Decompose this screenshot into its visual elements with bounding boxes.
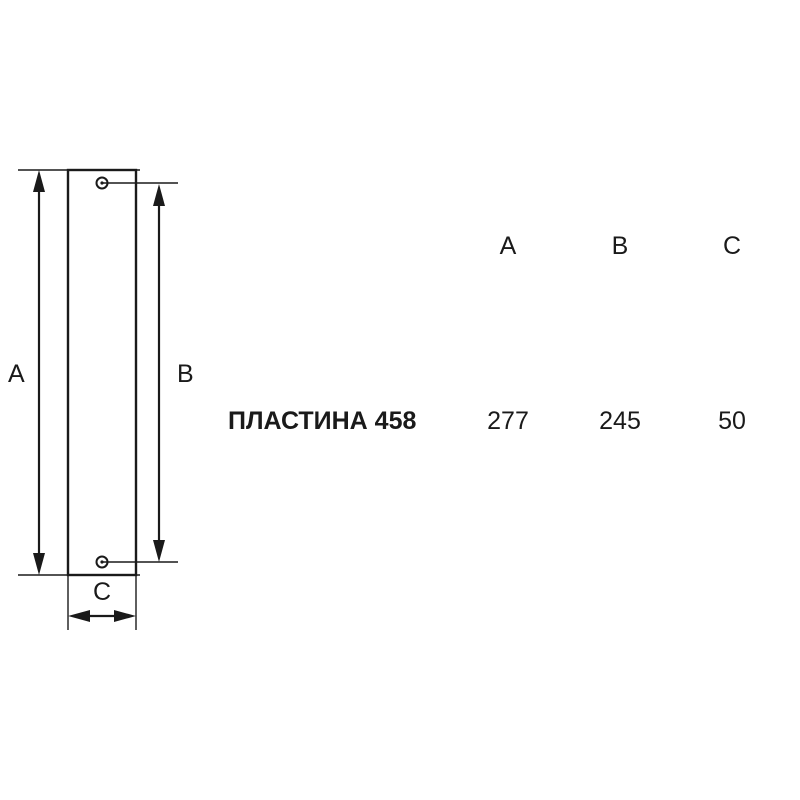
table-header-row <box>228 232 788 278</box>
dimension-label-a: A <box>8 360 25 388</box>
table-cell-a: 277 <box>487 407 529 435</box>
table-cell-name: ПЛАСТИНА 458 <box>228 407 417 435</box>
table-cell-c: 50 <box>718 407 746 435</box>
dimension-label-c: C <box>93 578 112 606</box>
table-header-a: A <box>499 232 517 260</box>
dimension-line-c <box>68 610 136 622</box>
table-row <box>228 407 788 436</box>
table-cell-b: 245 <box>599 407 641 435</box>
specification-table <box>228 232 788 436</box>
plate-outline <box>68 170 136 575</box>
table-header-b: B <box>611 232 629 260</box>
dimension-line-b <box>153 184 165 562</box>
table-header-c: C <box>722 232 742 260</box>
dimension-label-b: B <box>177 360 194 388</box>
dimension-line-a <box>33 170 45 575</box>
